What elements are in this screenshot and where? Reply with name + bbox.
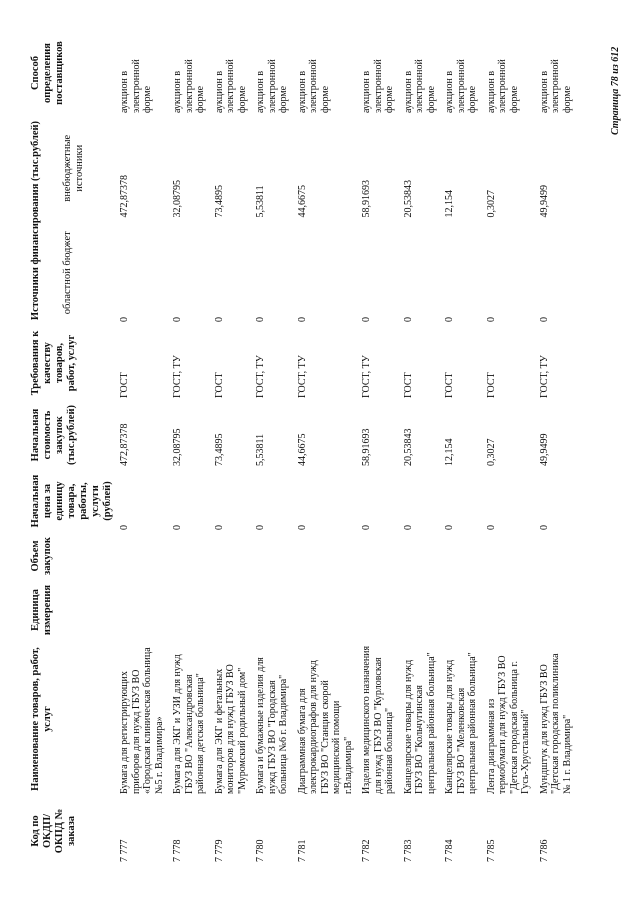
cell-name: Бумага для ЭКГ и УЗИ для нужд ГБУЗ ВО "Александровская районная детская больница" [172,654,207,794]
cell-name: Диаграммная бумага для электрокардиографов для нужд ГБУЗ ВО "Станция скорой медицинской помощи г.Владимира" [296,660,354,794]
cell-regional: 0 [213,317,225,322]
cell-req: ГОСТ [402,372,414,398]
header-unit: Единица измерения [30,584,54,636]
header-volume: Объем закупок [30,537,54,575]
cell-external: 472,87378 [119,175,131,218]
header-funding-regional: областной бюджет [62,231,74,315]
cell-start-price: 44,6675 [296,433,308,466]
cell-unit-price: 0 [213,525,225,530]
cell-id: 7 782 [361,839,373,862]
cell-method: аукцион в электронной форме [255,59,290,113]
cell-volume [211,533,253,579]
table-row [116,30,169,865]
cell-id: 7 780 [255,839,267,862]
cell-volume [483,533,536,579]
cell-unit [252,579,294,641]
cell-regional: 0 [172,317,184,322]
cell-volume [169,533,211,579]
cell-unit-price: 0 [538,525,550,530]
table-row [358,30,400,865]
cell-external: 73,4895 [213,185,225,218]
cell-method: аукцион в электронной форме [296,59,331,113]
cell-method: аукцион в электронной форме [172,59,207,113]
cell-method: аукцион в электронной форме [538,59,573,113]
header-funding: Источники финансирования (тыс.рублей) [30,120,41,321]
table-row [169,30,211,865]
cell-regional: 0 [119,317,131,322]
cell-external: 5,53811 [255,185,267,218]
cell-method: аукцион в электронной форме [485,59,520,113]
cell-req: ГОСТ, ТУ [296,355,308,398]
cell-unit-price: 0 [402,525,414,530]
cell-external: 44,6675 [296,185,308,218]
cell-volume [358,533,400,579]
cell-start-price: 58,91693 [361,428,373,466]
cell-external: 12,154 [444,190,456,218]
cell-external: 58,91693 [361,180,373,218]
cell-start-price: 12,154 [444,438,456,466]
cell-id: 7 785 [485,839,497,862]
cell-start-price: 5,53811 [255,433,267,466]
cell-method: аукцион в электронной форме [402,59,437,113]
cell-name: Изделия медицинского назначения для нужд ГБУЗ ВО "Курловская районная больница" [361,645,396,794]
table-row [536,30,578,865]
cell-name: Канцелярские товары для нужд ГБУЗ ВО "Меленковская центральная районная больница" [444,652,479,794]
table-row [483,30,536,865]
cell-external: 0,3027 [485,190,497,218]
header-code: Код по ОКДП/ ОКПД № заказа [30,808,78,854]
cell-name: Мундштук для нужд ГБУЗ ВО "Детская городская поликлиника № 1 г. Владимира" [538,653,573,794]
cell-name: Лента диаграммная из термобумаги для нужд ГБУЗ ВО "Детская городская больница г. Гусь-Хрустальный" [485,655,532,794]
cell-start-price: 20,53843 [402,428,414,466]
cell-method: аукцион в электронной форме [213,59,248,113]
cell-external: 49,9499 [538,185,550,218]
cell-unit [116,579,169,641]
cell-start-price: 0,3027 [485,438,497,466]
cell-method: аукцион в электронной форме [444,59,479,113]
cell-unit-price: 0 [361,525,373,530]
cell-req: ГОСТ, ТУ [172,355,184,398]
cell-req: ГОСТ [485,372,497,398]
cell-volume [294,533,359,579]
cell-volume [252,533,294,579]
cell-volume [536,533,578,579]
cell-unit-price: 0 [296,525,308,530]
table-row [441,30,483,865]
header-funding-external: внебюджетные источники [62,134,86,202]
cell-volume [400,533,442,579]
cell-req: ГОСТ, ТУ [538,355,550,398]
cell-name: Бумага для ЭКГ и фетальных мониторов для нужд ГБУЗ ВО "Муромский родильный дом" [213,664,248,794]
header-requirements: Требования к качеству товаров, работ, услуг [30,330,78,396]
table-row [211,30,253,865]
table-row [294,30,359,865]
header-name: Наименование товаров, работ, услуг [30,647,54,791]
cell-regional: 0 [296,317,308,322]
header-row [28,30,60,865]
cell-unit-price: 0 [485,525,497,530]
header-method: Способ определения поставщиков [30,41,66,105]
cell-req: ГОСТ [213,372,225,398]
cell-start-price: 49,9499 [538,433,550,466]
cell-id: 7 777 [119,839,131,862]
cell-id: 7 778 [172,839,184,862]
cell-unit [441,579,483,641]
cell-start-price: 32,08795 [172,428,184,466]
header-start-price: Начальная стоимость закупок (тыс.рублей) [30,404,78,466]
cell-unit-price: 0 [255,525,267,530]
cell-external: 20,53843 [402,180,414,218]
cell-unit [169,579,211,641]
cell-volume [441,533,483,579]
cell-id: 7 784 [444,839,456,862]
cell-unit-price: 0 [119,525,131,530]
cell-regional: 0 [444,317,456,322]
cell-id: 7 786 [538,839,550,862]
cell-unit [211,579,253,641]
cell-unit [294,579,359,641]
table-body [116,30,577,865]
cell-external: 32,08795 [172,180,184,218]
cell-method: аукцион в электронной форме [361,59,396,113]
cell-regional: 0 [485,317,497,322]
cell-unit-price: 0 [444,525,456,530]
cell-unit [358,579,400,641]
cell-req: ГОСТ [444,372,456,398]
cell-name: Бумага и бумажные изделия для нужд ГБУЗ ВО "Городская больница №6 г. Владимира" [255,657,290,794]
cell-name: Канцелярские товары для нужд ГБУЗ ВО "Кольчугинская центральная районная больница" [402,652,437,794]
cell-regional: 0 [255,317,267,322]
cell-unit [400,579,442,641]
cell-volume [116,533,169,579]
header-unit-price: Начальная цена за единицу товара, работы, услуги (рублей) [30,474,114,528]
cell-unit [483,579,536,641]
cell-start-price: 73,4895 [213,433,225,466]
cell-start-price: 472,87378 [119,423,131,466]
cell-name: Бумага для регистрирующих приборов для нужд ГБУЗ ВО «Городская клиническая больница №5 г. Владимира» [119,647,165,794]
cell-method: аукцион в электронной форме [119,59,154,113]
table-row [252,30,294,865]
cell-regional: 0 [402,317,414,322]
cell-req: ГОСТ, ТУ [255,355,267,398]
cell-unit-price: 0 [172,525,184,530]
cell-id: 7 781 [296,839,308,862]
table-row [400,30,442,865]
procurement-table [28,30,577,865]
cell-req: ГОСТ, ТУ [361,355,373,398]
cell-id: 7 783 [402,839,414,862]
cell-req: ГОСТ [119,372,131,398]
cell-unit [536,579,578,641]
cell-regional: 0 [361,317,373,322]
cell-id: 7 779 [213,839,225,862]
page-footer: Страница 78 из 612 [610,46,621,135]
cell-regional: 0 [538,317,550,322]
